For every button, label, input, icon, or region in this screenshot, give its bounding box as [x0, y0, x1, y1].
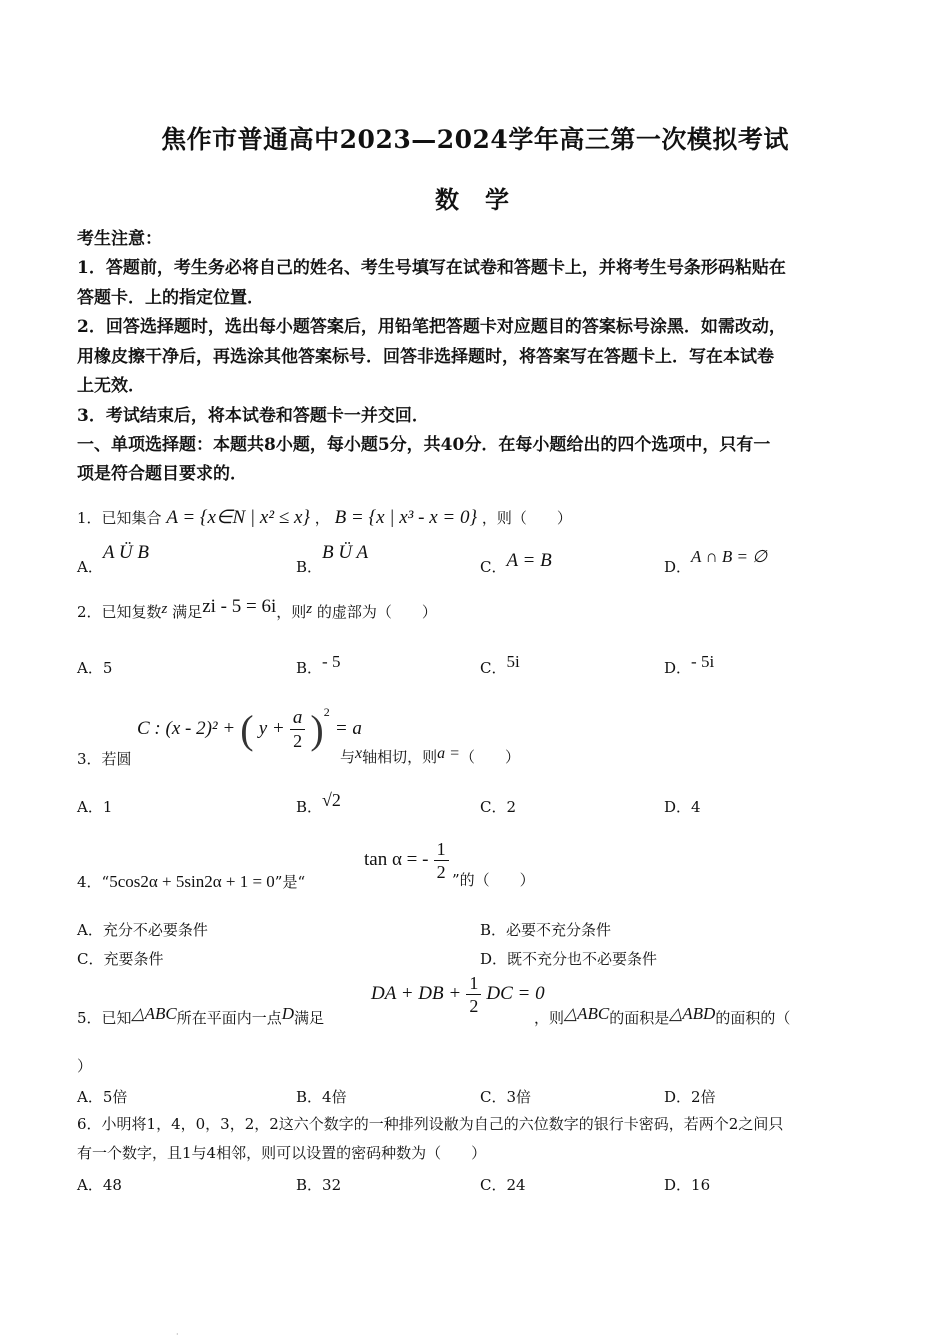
- q2-option-d: D．- 5i: [664, 652, 715, 677]
- question-4-suffix: ”的（ ）: [452, 871, 535, 889]
- notice-item1-line1: 1．答题前，考生务必将自己的姓名、考生号填写在试卷和答题卡上，并将考生号条形码粘贴在: [77, 258, 786, 278]
- q3-option-b: B．√2: [296, 790, 341, 816]
- q6-option-a: A．48: [77, 1176, 122, 1194]
- q4-option-c: C．充要条件: [77, 950, 164, 968]
- q3-option-c: C．2: [480, 798, 517, 816]
- notice-item3: 3．考试结束后，将本试卷和答题卡一并交回．: [77, 406, 429, 426]
- subject-title: [0, 180, 950, 215]
- q3-option-d: D．4: [664, 798, 701, 816]
- q5-option-c: C．3倍: [480, 1088, 532, 1106]
- q1-option-c: C．A = B: [480, 550, 552, 576]
- question-2: 2．已知复数z 满足zi - 5 = 6i，则z 的虚部为（ ）: [77, 596, 437, 621]
- question-5-suffix: ，则△ABC的面积是△ABD的面积的（: [534, 1004, 791, 1027]
- q1-prefix: 1．已知集合: [77, 509, 162, 527]
- subject-char-2: 学: [485, 185, 515, 214]
- q5-option-a: A．5倍: [77, 1088, 128, 1106]
- q2-option-c: C．5i: [480, 652, 520, 677]
- q1-option-b: B．B Ü A: [296, 542, 369, 576]
- question-5: 5．已知△ABC所在平面内一点D满足: [77, 1004, 325, 1027]
- q4-equation-2: tan α = - $\frac{1}{2}$: [364, 838, 449, 883]
- q1-option-d: D．A ∩ B = ∅: [664, 547, 768, 576]
- q6-option-b: B．32: [296, 1176, 342, 1194]
- q6-option-d: D．16: [664, 1176, 711, 1194]
- question-6-line2: 有一个数字，且1与4相邻，则可以设置的密码种数为（ ）: [77, 1144, 487, 1162]
- q3-equation: C : (x - 2)² + ( y + $\frac{a}{2}$ )$^2$ = a: [137, 705, 362, 752]
- q5-option-d: D．2倍: [664, 1088, 716, 1106]
- q4-option-a: A．充分不必要条件: [77, 921, 208, 939]
- question-1: [77, 504, 572, 532]
- question-3-prefix: 3．若圆: [77, 750, 132, 768]
- q1-set-b: B = {x | x³ - x = 0}: [334, 507, 478, 528]
- question-4: 4．“5cos2α + 5sin2α + 1 = 0”是“: [77, 872, 306, 891]
- q2-equation: zi - 5 = 6i: [202, 596, 277, 617]
- q1-set-a: A = {x∈N | x² ≤ x}: [166, 507, 310, 528]
- notice-item2-line3: 上无效．: [77, 376, 145, 396]
- notice-item2-line1: 2．回答选择题时，选出每小题答案后，用铅笔把答题卡对应题目的答案标号涂黑．如需改动，: [77, 317, 786, 337]
- section-heading-line2: 项是符合题目要求的．: [77, 464, 247, 484]
- notice-heading: 考生注意：: [77, 229, 162, 249]
- question-3-suffix: 与x轴相切，则a =（ ）: [340, 745, 520, 766]
- q5-equation: DA + DB + $\frac{1}{2}$ DC = 0: [371, 973, 545, 1016]
- q1-suffix: ，则（ ）: [481, 509, 572, 527]
- q4-option-b: B．必要不充分条件: [480, 921, 612, 939]
- question-6-line1: 6．小明将1，4，0，3，2，2这六个数字的一种排列设敝为自己的六位数字的银行卡密码，若两个2之间只: [77, 1115, 784, 1133]
- question-5-close: ）: [77, 1057, 93, 1075]
- q1-option-a: A．A Ü B: [77, 542, 149, 576]
- q6-option-c: C．24: [480, 1176, 526, 1194]
- exam-title: 焦作市普通高中2023—2024学年高三第一次模拟考试: [161, 125, 789, 154]
- section-heading-line1: 一、单项选择题：本题共8小题，每小题5分，共40分．在每小题给出的四个选项中，只有一: [77, 435, 771, 455]
- q2-option-b: B．- 5: [296, 652, 341, 677]
- q2-option-a: A．5: [77, 659, 113, 677]
- q5-option-b: B．4倍: [296, 1088, 347, 1106]
- notice-item1-line2: 答题卡．上的指定位置．: [77, 288, 264, 308]
- q4-equation-1: 5cos2α + 5sin2α + 1 = 0: [109, 872, 275, 891]
- notice-item2-line2: 用橡皮擦干净后，再选涂其他答案标号．回答非选择题时，将答案写在答题卡上．写在本试卷: [77, 347, 774, 367]
- footer-mark: ·: [176, 1330, 179, 1339]
- q3-option-a: A．1: [77, 798, 113, 816]
- subject-char-1: 数: [435, 185, 465, 214]
- q1-comma: ，: [314, 509, 330, 527]
- q4-option-d: D．既不充分也不必要条件: [480, 950, 658, 968]
